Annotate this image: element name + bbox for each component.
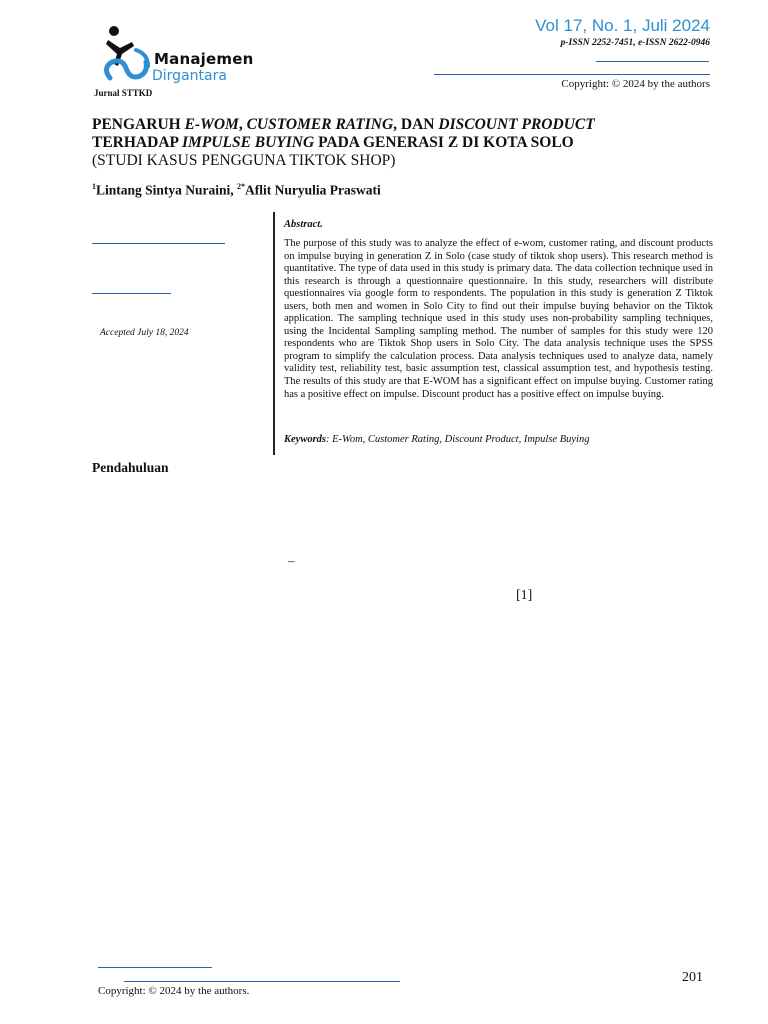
footer-link-rule-short bbox=[98, 967, 212, 968]
article-title: PENGARUH E-WOM, CUSTOMER RATING, DAN DISCOUNT PRODUCT TERHADAP IMPULSE BUYING PADA GENERASI Z DI KOTA SOLO (STUDI KASUS PENGGUNA TIKTOK SHOP) bbox=[92, 116, 692, 170]
author-email-link[interactable] bbox=[92, 293, 171, 294]
logo-figure-icon bbox=[92, 24, 152, 90]
header-copyright: Copyright: © 2024 by the authors bbox=[561, 78, 710, 90]
column-divider bbox=[273, 212, 275, 455]
author-affiliation-link[interactable] bbox=[92, 243, 225, 244]
volume-info: Vol 17, No. 1, Juli 2024 bbox=[535, 16, 710, 35]
footer-link-rule-long bbox=[124, 981, 400, 982]
author-2: Aflit Nuryulia Praswati bbox=[245, 182, 381, 198]
abstract-body: The purpose of this study was to analyze the effect of e-wom, customer rating, and discount products on impulse buying in generation Z in Solo (case study of tiktok shop users). This research method is quantitative. The type of data used in this study is primary data. The data collection technique used in this research is through a questionnaire questionnaire. In this study, researchers will distribute questionnaires via google form to respondents. The population in this study is generation Z Tiktok users, both men and women in Solo City to find out their impulse buying behavior on the Tiktok application. The sampling technique used in this study uses non-probability sampling techniques, using the Incidental Sampling sampling method. The number of samples for this study were 120 respondents who are Tiktok Shop users in Solo City. The data analysis technique uses the SPSS program to simplify the calculation process. Data analysis techniques used to analyze data, namely validity test, reliability test, basic assumption test, classical assumption test, and hypothesis testing. The results of this study are that E-WOM has a significant effect on impulse buying. Customer rating has a positive effect on impulse. Discount product has a positive effect on impulse buying. bbox=[284, 238, 713, 400]
logo-word-manajemen: Manajemen bbox=[154, 50, 254, 68]
header-link-rule-long bbox=[434, 74, 710, 75]
abstract-heading: Abstract. bbox=[284, 219, 323, 230]
accepted-date: Accepted July 18, 2024 bbox=[100, 328, 189, 338]
logo-subtitle: Jurnal STTKD bbox=[94, 88, 153, 98]
logo-word-dirgantara: Dirgantara bbox=[152, 68, 227, 84]
issn-info: p-ISSN 2252-7451, e-ISSN 2622-0946 bbox=[560, 38, 710, 48]
page-number: 201 bbox=[682, 970, 703, 985]
footer-copyright: Copyright: © 2024 by the authors. bbox=[98, 985, 250, 997]
citation-marker[interactable]: [1] bbox=[516, 588, 533, 603]
section-heading: Pendahuluan bbox=[92, 460, 169, 475]
author-list: $^1$Lintang Sintya Nuraini, $^{2*}$Aflit Nuryulia Praswati bbox=[92, 182, 381, 198]
keywords-label: Keywords bbox=[284, 434, 326, 445]
keywords bbox=[284, 434, 713, 445]
journal-logo bbox=[92, 24, 282, 100]
author-1: Lintang Sintya Nuraini, bbox=[96, 182, 238, 198]
header-link-rule-short bbox=[596, 61, 709, 62]
article-subtitle: (STUDI KASUS PENGGUNA TIKTOK SHOP) bbox=[92, 152, 396, 169]
body-dash: – bbox=[288, 553, 295, 568]
keywords-list: : E-Wom, Customer Rating, Discount Product, Impulse Buying bbox=[326, 434, 590, 445]
